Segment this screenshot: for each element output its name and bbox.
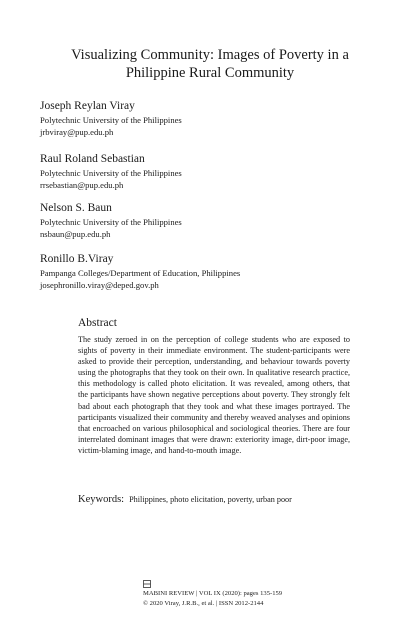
keywords-text: Philippines, photo elicitation, poverty, urban poor: [129, 495, 292, 504]
author-email[interactable]: jrbviray@pup.edu.ph: [40, 126, 114, 137]
journal-footer: [143, 580, 403, 609]
author-block: [40, 152, 380, 191]
author-affiliation: Polytechnic University of the Philippines: [40, 217, 182, 227]
title-line-2: Philippine Rural Community: [125, 65, 295, 81]
author-affiliation: Polytechnic University of the Philippines: [40, 168, 182, 178]
author-name: Nelson S. Baun: [40, 202, 112, 214]
author-block: [40, 99, 380, 138]
footer-copyright: © 2020 Viray, J.R.B., et al. | ISSN 2012-2144: [143, 600, 264, 607]
journal-logo-icon: [143, 580, 151, 588]
author-affiliation: Pampanga Colleges/Department of Education, Philippines: [40, 268, 241, 278]
title-line-1: Visualizing Community: Images of Poverty in a: [71, 47, 349, 63]
abstract-body: The study zeroed in on the perception of college students who are exposed to sights of poverty in their immediate environment. The student-participants were asked to provide their perception, understanding, and behaviour towards poverty using the photographs that they took on their own. In qualitative research practice, this methodology is called photo elicitation. It was revealed, among others, that the participants have shown negative perceptions about poverty. They strongly felt bad about each photograph that they took and what these images portrayed. The participants visualized their community and thereby weaved analyses and opinions that encroached on various philosophical and sociological theories. There are four interrelated dominant images that were drawn: exteriority image, dirt-poor image, victim-blaming image, and hand-to-mouth image.: [78, 335, 350, 455]
author-block: [40, 252, 380, 291]
author-email[interactable]: nsbaun@pup.edu.ph: [40, 228, 111, 239]
author-email[interactable]: josephronillo.viray@deped.gov.ph: [40, 279, 159, 290]
author-email[interactable]: rrsebastian@pup.edu.ph: [40, 179, 124, 190]
author-name: Ronillo B.Viray: [40, 253, 114, 265]
author-block: [40, 201, 380, 240]
author-affiliation: Polytechnic University of the Philippines: [40, 115, 182, 125]
abstract-heading: Abstract: [78, 317, 117, 329]
author-name: Joseph Reylan Viray: [40, 100, 135, 112]
footer-journal-info: MABINI REVIEW | VOL IX (2020): pages 135-159: [143, 590, 283, 597]
keywords-label: Keywords:: [78, 494, 125, 505]
paper-title: [30, 46, 390, 82]
keywords: [78, 494, 378, 506]
author-name: Raul Roland Sebastian: [40, 153, 145, 165]
